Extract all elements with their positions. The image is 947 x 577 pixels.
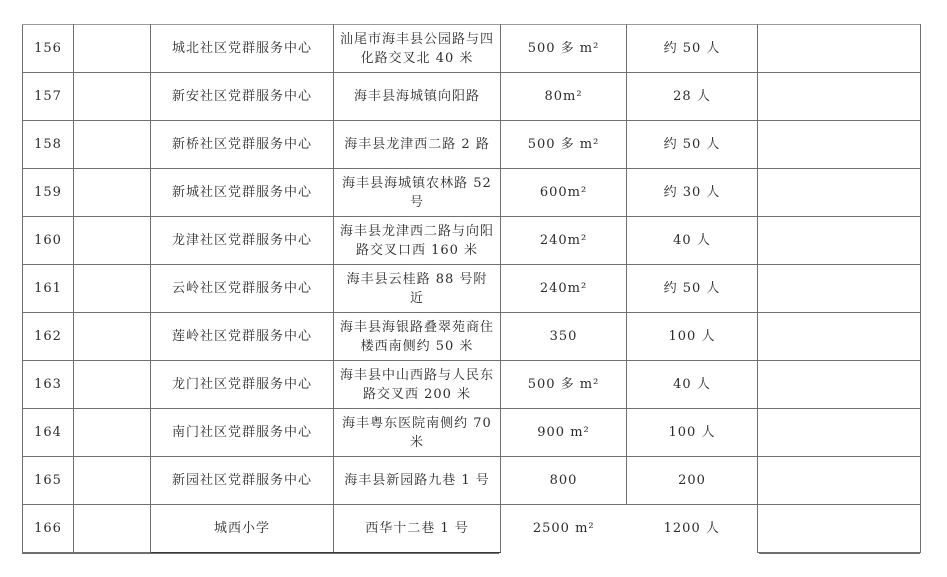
venue-capacity: 100 人	[627, 409, 758, 457]
row-number: 165	[23, 457, 74, 505]
venue-name: 莲岭社区党群服务中心	[151, 313, 334, 361]
venue-address: 海丰县中山西路与人民东路交叉西 200 米	[334, 361, 501, 409]
blank-cell-right	[758, 361, 921, 409]
venue-area: 800	[501, 457, 627, 505]
venue-area: 500 多 m²	[501, 25, 627, 73]
blank-cell-right	[758, 313, 921, 361]
blank-cell-right	[758, 73, 921, 121]
table-row	[23, 217, 921, 265]
row-number: 161	[23, 265, 74, 313]
venue-capacity: 40 人	[627, 361, 758, 409]
bottom-rule-right	[759, 553, 920, 554]
row-number: 162	[23, 313, 74, 361]
blank-cell-left	[74, 313, 151, 361]
venue-name: 新桥社区党群服务中心	[151, 121, 334, 169]
venue-capacity: 200	[627, 457, 758, 505]
blank-cell-right	[758, 265, 921, 313]
venue-name: 龙门社区党群服务中心	[151, 361, 334, 409]
venue-area: 900 m²	[501, 409, 627, 457]
venue-capacity: 约 50 人	[627, 265, 758, 313]
venue-address: 海丰县龙津西二路 2 路	[334, 121, 501, 169]
blank-cell-left	[74, 121, 151, 169]
row-number: 156	[23, 25, 74, 73]
venue-area: 2500 m²	[501, 505, 627, 553]
venue-name: 新安社区党群服务中心	[151, 73, 334, 121]
venue-address: 海丰粤东医院南侧约 70 米	[334, 409, 501, 457]
blank-cell-right	[758, 217, 921, 265]
venue-name: 南门社区党群服务中心	[151, 409, 334, 457]
table-row	[23, 313, 921, 361]
row-number: 158	[23, 121, 74, 169]
table-row	[23, 505, 921, 553]
blank-cell-right	[758, 25, 921, 73]
venue-address: 汕尾市海丰县公园路与四化路交叉北 40 米	[334, 25, 501, 73]
blank-cell-left	[74, 265, 151, 313]
row-number: 166	[23, 505, 74, 553]
blank-cell-left	[74, 217, 151, 265]
venue-area: 80m²	[501, 73, 627, 121]
venue-address: 海丰县新园路九巷 1 号	[334, 457, 501, 505]
blank-cell-right	[758, 121, 921, 169]
table-row	[23, 361, 921, 409]
venue-capacity: 约 30 人	[627, 169, 758, 217]
venue-capacity: 约 50 人	[627, 25, 758, 73]
blank-cell-left	[74, 73, 151, 121]
blank-cell-right	[758, 409, 921, 457]
row-number: 163	[23, 361, 74, 409]
blank-cell-right	[758, 457, 921, 505]
venue-address: 海丰县云桂路 88 号附近	[334, 265, 501, 313]
venue-area: 500 多 m²	[501, 361, 627, 409]
venue-capacity: 100 人	[627, 313, 758, 361]
blank-cell-right	[758, 169, 921, 217]
table-row	[23, 25, 921, 73]
table-row	[23, 121, 921, 169]
blank-cell-left	[74, 361, 151, 409]
venue-name: 云岭社区党群服务中心	[151, 265, 334, 313]
row-number: 160	[23, 217, 74, 265]
venue-area: 500 多 m²	[501, 121, 627, 169]
table-row	[23, 265, 921, 313]
venue-capacity: 28 人	[627, 73, 758, 121]
venue-capacity: 1200 人	[627, 505, 758, 553]
venue-address: 海丰县海银路叠翠苑商住楼西南侧约 50 米	[334, 313, 501, 361]
venue-capacity: 40 人	[627, 217, 758, 265]
row-number: 159	[23, 169, 74, 217]
blank-cell-left	[74, 409, 151, 457]
venue-name: 新园社区党群服务中心	[151, 457, 334, 505]
table-row	[23, 457, 921, 505]
blank-cell-left	[74, 169, 151, 217]
row-number: 157	[23, 73, 74, 121]
venue-address: 海丰县海城镇农林路 52 号	[334, 169, 501, 217]
table-body	[23, 25, 921, 553]
venue-address: 海丰县海城镇向阳路	[334, 73, 501, 121]
blank-cell-right	[758, 505, 921, 553]
venue-area: 600m²	[501, 169, 627, 217]
venue-address: 海丰县龙津西二路与向阳路交叉口西 160 米	[334, 217, 501, 265]
table-row	[23, 169, 921, 217]
venue-area: 240m²	[501, 265, 627, 313]
venue-capacity: 约 50 人	[627, 121, 758, 169]
blank-cell-left	[74, 457, 151, 505]
venue-table	[22, 24, 921, 553]
venue-name: 龙津社区党群服务中心	[151, 217, 334, 265]
venue-area: 240m²	[501, 217, 627, 265]
venue-name: 城西小学	[151, 505, 334, 553]
venue-name: 新城社区党群服务中心	[151, 169, 334, 217]
blank-cell-left	[74, 505, 151, 553]
venue-name: 城北社区党群服务中心	[151, 25, 334, 73]
blank-cell-left	[74, 25, 151, 73]
venue-area: 350	[501, 313, 627, 361]
table-row	[23, 73, 921, 121]
row-number: 164	[23, 409, 74, 457]
venue-address: 西华十二巷 1 号	[334, 505, 501, 553]
bottom-rule-left	[22, 553, 499, 554]
table-row	[23, 409, 921, 457]
